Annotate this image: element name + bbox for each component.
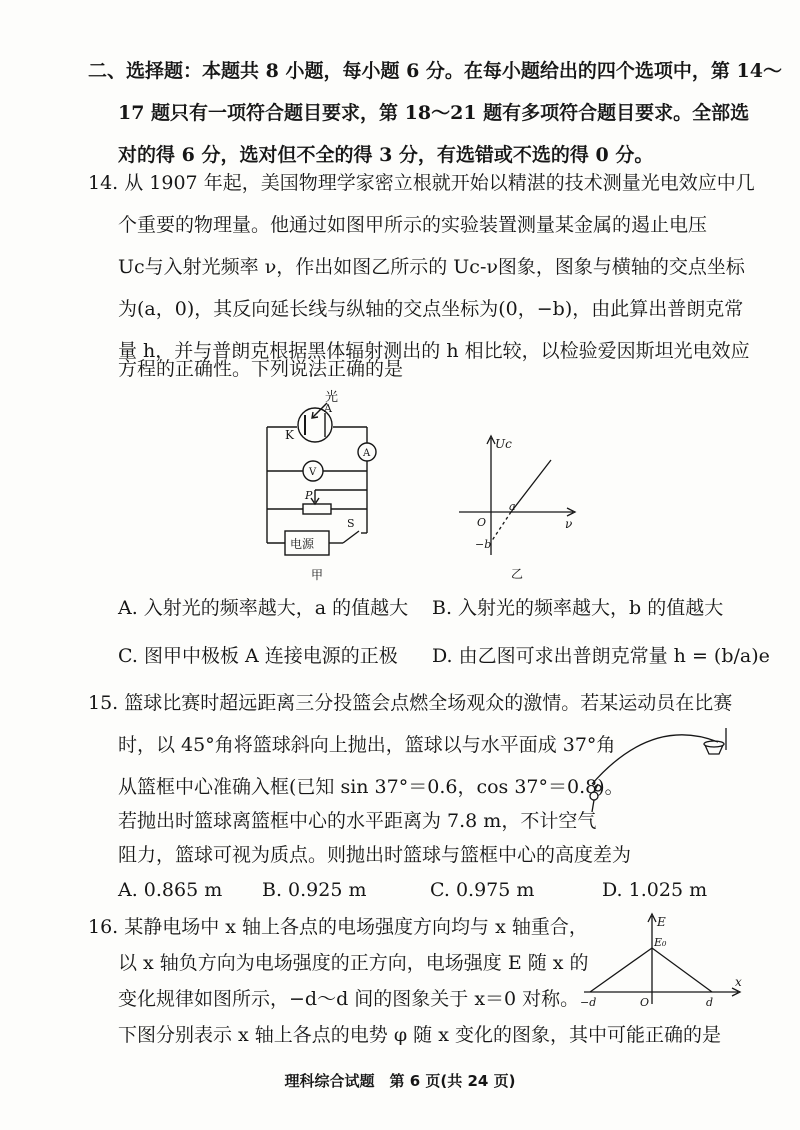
fig-yi-caption: 乙 xyxy=(511,567,524,581)
q14-option-b: B. 入射光的频率越大，b 的值越大 xyxy=(432,597,724,619)
q14-option-a: A. 入射光的频率越大，a 的值越大 xyxy=(118,597,409,619)
q15-line3: 从篮框中心准确入框(已知 sin 37°＝0.6，cos 37°＝0.8)。 xyxy=(118,776,624,798)
q14-option-c: C. 图甲中极板 A 连接电源的正极 xyxy=(118,645,398,667)
q14-line3: Uc与入射光频率 ν，作出如图乙所示的 Uc-ν图象，图象与横轴的交点坐标 xyxy=(118,256,745,278)
q15-line2: 时，以 45°角将篮球斜向上抛出，篮球以与水平面成 37°角 xyxy=(118,734,616,756)
section-header-line1: 二、选择题：本题共 8 小题，每小题 6 分。在每小题给出的四个选项中，第 14～ xyxy=(88,60,782,82)
q16-line1: 16. 某静电场中 x 轴上各点的电场强度方向均与 x 轴重合， xyxy=(88,916,588,938)
q14-line1: 14. 从 1907 年起，美国物理学家密立根就开始以精湛的技术测量光电效应中几 xyxy=(88,172,755,194)
source-label: 电源 xyxy=(290,537,315,551)
e-axis-label: E xyxy=(657,915,666,929)
q15-option-d: D. 1.025 m xyxy=(602,879,708,901)
light-label: 光 xyxy=(325,390,339,405)
q15-option-b: B. 0.925 m xyxy=(262,879,367,901)
basketball-trajectory xyxy=(582,726,742,816)
q14-line6: 方程的正确性。下列说法正确的是 xyxy=(118,358,404,380)
section-header-line2: 17 题只有一项符合题目要求，第 18～21 题有多项符合题目要求。全部选 xyxy=(118,102,750,124)
fig-jia-caption: 甲 xyxy=(311,568,324,582)
q15-line5: 阻力，篮球可视为质点。则抛出时篮球与篮框中心的高度差为 xyxy=(118,844,632,866)
e-graph-origin: O xyxy=(640,996,650,1009)
d-label: d xyxy=(706,996,714,1009)
e0-label: E₀ xyxy=(654,936,667,949)
q16-line4: 下图分别表示 x 轴上各点的电势 φ 随 x 变化的图象，其中可能正确的是 xyxy=(118,1024,721,1046)
q16-line2: 以 x 轴负方向为电场强度的正方向，电场强度 E 随 x 的 xyxy=(118,952,589,974)
q16-line3: 变化规律如图所示，−d～d 间的图象关于 x＝0 对称。 xyxy=(118,988,580,1010)
graph-y-label: Uc xyxy=(495,437,512,451)
q14-option-d: D. 由乙图可求出普朗克常量 h = (b/a)e xyxy=(432,645,770,667)
q14-line2: 个重要的物理量。他通过如图甲所示的实验装置测量某金属的遏止电压 xyxy=(118,214,708,236)
q15-line4: 若抛出时篮球离篮框中心的水平距离为 7.8 m，不计空气 xyxy=(118,810,597,832)
q15-line1: 15. 篮球比赛时超远距离三分投篮会点燃全场观众的激情。若某运动员在比赛 xyxy=(88,692,733,714)
graph-b-label: −b xyxy=(475,538,492,551)
q14-line4: 为(a，0)，其反向延长线与纵轴的交点坐标为(0，−b)，由此算出普朗克常 xyxy=(118,298,744,320)
neg-d-label: −d xyxy=(580,996,597,1009)
cathode-label: K xyxy=(285,428,294,442)
anode-label: A xyxy=(324,402,332,415)
x-axis-label: x xyxy=(735,975,742,989)
q15-option-c: C. 0.975 m xyxy=(430,879,535,901)
graph-x-label: ν xyxy=(565,517,573,531)
voltmeter-label: V xyxy=(309,467,317,478)
graph-a-label: a xyxy=(509,500,516,513)
slider-label: P xyxy=(305,489,313,502)
q15-option-a: A. 0.865 m xyxy=(118,879,223,901)
uc-nu-graph xyxy=(455,430,585,590)
page-footer: 理科综合试题 第 6 页(共 24 页) xyxy=(284,1072,516,1090)
section-header-line3: 对的得 6 分，选对但不全的得 3 分，有选错或不选的得 0 分。 xyxy=(118,144,654,166)
graph-origin: O xyxy=(477,516,487,529)
ammeter-label: A xyxy=(363,448,371,459)
circuit-diagram xyxy=(255,385,385,585)
switch-label: S xyxy=(347,517,355,530)
q14-line5: 量 h，并与普朗克根据黑体辐射测出的 h 相比较，以检验爱因斯坦光电效应 xyxy=(118,340,750,362)
e-x-graph xyxy=(580,908,750,1013)
